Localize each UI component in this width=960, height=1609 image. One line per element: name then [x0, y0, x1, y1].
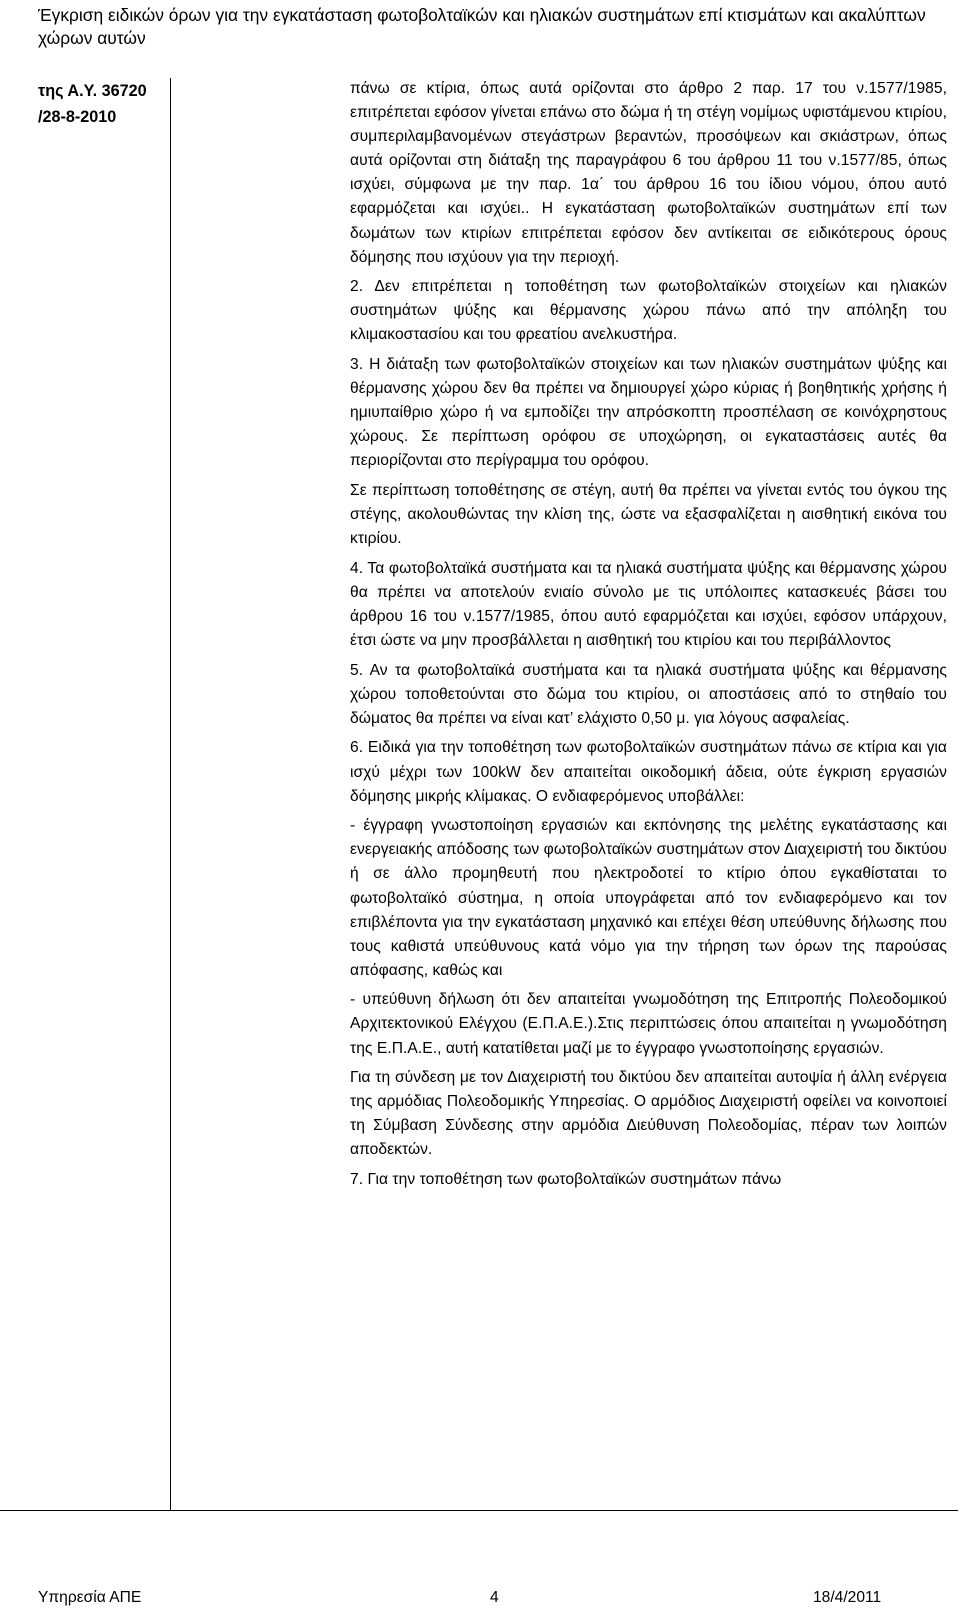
paragraph-2: 2. Δεν επιτρέπεται η τοποθέτηση των φωτοβολταϊκών στοιχείων και ηλιακών συστημάτων ψύξης και θέρμανσης χώρου πάνω από την απόληξη του κλιμακοστασίου και του φρεατίου ανελκυστήρα. [350, 278, 947, 344]
paragraph-7: 7. Για την τοποθέτηση των φωτοβολταϊκών συστημάτων πάνω [350, 1171, 782, 1189]
document-title: Έγκριση ειδικών όρων για την εγκατάσταση φωτοβολταϊκών και ηλιακών συστημάτων επί κτισμάτων και ακαλύπτων χώρων αυτών [38, 5, 926, 48]
footer-date: 18/4/2011 [813, 1589, 882, 1606]
column-divider [170, 78, 171, 1511]
paragraph-6-declaration: - υπεύθυνη δήλωση ότι δεν απαιτείται γνωμοδότηση της Επιτροπής Πολεοδομικού Αρχιτεκτονικού Ελέγχου (Ε.Π.Α.Ε.).Στις περιπτώσεις όπου απαιτείται η γνωμοδότηση της Ε.Π.Α.Ε., αυτή κατατίθεται μαζί με το έγγραφο γνωστοποίησης εργασιών. [350, 991, 947, 1057]
paragraph-3: 3. Η διάταξη των φωτοβολταϊκών στοιχείων και των ηλιακών συστημάτων ψύξης και θέρμανσης χώρου δεν θα πρέπει να δημιουργεί χώρο κύριας ή βοηθητικής χρήσης ή ημιυπαίθριο χώρο ή να εμποδίζει την απρόσκοπτη προσπέλαση σε κοινόχρηστους χώρους. Σε περίπτωση ορόφου σε υποχώρηση, οι εγκαταστάσεις αυτές θα περιορίζονται στο περίγραμμα του ορόφου. [350, 356, 947, 470]
paragraph-3-roof: Σε περίπτωση τοποθέτησης σε στέγη, αυτή θα πρέπει να γίνεται εντός του όγκου της στέγης, ακολουθώντας την κλίση της, ώστε να εξασφαλίζεται η αισθητική εικόνα του κτιρίου. [350, 482, 947, 548]
reference-column [38, 78, 168, 130]
reference-number: της Α.Υ. 36720 [38, 82, 147, 100]
paragraph-6-notification: - έγγραφη γνωστοποίηση εργασιών και εκπόνησης της μελέτης εγκατάστασης και ενεργειακής απόδοσης των φωτοβολταϊκών συστημάτων στον Διαχειριστή του δικτύου ή σε άλλο προμηθευτή που ηλεκτροδοτεί το κτίριο όπου εγκαθίσταται το φωτοβολταϊκό σύστημα, η οποία υπογράφεται από τον ενδιαφερόμενο και τον επιβλέποντα για την εγκατάσταση μηχανικό και επέχει θέση υπεύθυνης δήλωσης που τους καθιστά υπεύθυνους κατά νόμο για την τήρηση των όρων της παρούσας απόφασης, καθώς και [350, 817, 947, 979]
body-text [350, 77, 947, 1198]
page-number: 4 [490, 1589, 499, 1606]
paragraph-5: 5. Αν τα φωτοβολταϊκά συστήματα και τα ηλιακά συστήματα ψύξης και θέρμανσης χώρου τοποθετούνται στο δώμα του κτιρίου, οι αποστάσεις από το στηθαίο του δώματος θα πρέπει να είναι κατ’ ελάχιστο 0,50 μ. για λόγους ασφαλείας. [350, 661, 947, 727]
paragraph-6-connection: Για τη σύνδεση με τον Διαχειριστή του δικτύου δεν απαιτείται αυτοψία ή άλλη ενέργεια της αρμόδιας Πολεοδομικής Υπηρεσίας. Ο αρμόδιος Διαχειριστή οφείλει να κοινοποιεί τη Σύμβαση Σύνδεσης στην αρμόδια Διεύθυνση Πολεοδομίας, πέραν των λοιπών αποδεκτών. [350, 1069, 947, 1159]
paragraph-6: 6. Ειδικά για την τοποθέτηση των φωτοβολταϊκών συστημάτων πάνω σε κτίρια και για ισχύ μέχρι των 100kW δεν απαιτείται οικοδομική άδεια, ούτε έγκριση εργασιών δόμησης μικρής κλίμακας. Ο ενδιαφερόμενος υποβάλλει: [350, 739, 947, 805]
bottom-rule [0, 1510, 958, 1511]
reference-date: /28-8-2010 [38, 108, 117, 126]
paragraph-4: 4. Τα φωτοβολταϊκά συστήματα και τα ηλιακά συστήματα ψύξης και θέρμανσης χώρου θα πρέπει να αποτελούν ενιαίο σύνολο με τις υπόλοιπες κατασκευές βάσει του άρθρου 16 του ν.1577/1985, όπου αυτό εφαρμόζεται και ισχύει, εφόσον υπάρχουν, έτσι ώστε να μην προσβάλλεται η αισθητική του κτιρίου και του περιβάλλοντος [350, 559, 947, 650]
paragraph-1-continuation: πάνω σε κτίρια, όπως αυτά ορίζονται στο άρθρο 2 παρ. 17 του ν.1577/1985, επιτρέπεται εφόσον γίνεται επάνω στο δώμα ή τη στέγη νομίμως υφιστάμενου κτιρίου, συμπεριλαμβανομένων στεγάστρων βεραντών, προσόψεων και σκιάστρων, όπως αυτά ορίζονται στη διάταξη της παραγράφου 6 του άρθρου 11 του ν.1577/85, όπως ισχύει, σύμφωνα με την παρ. 1α΄ του άρθρου 16 του ίδιου νόμου, όπου αυτό εφαρμόζεται και ισχύει.. Η εγκατάσταση φωτοβολταϊκών συστημάτων επί των δωμάτων των κτιρίων επιτρέπεται εφόσον δεν αντίκειται σε ειδικότερους όρους δόμησης που ισχύουν για την περιοχή. [350, 80, 947, 266]
footer-department: Υπηρεσία ΑΠΕ [38, 1589, 142, 1606]
